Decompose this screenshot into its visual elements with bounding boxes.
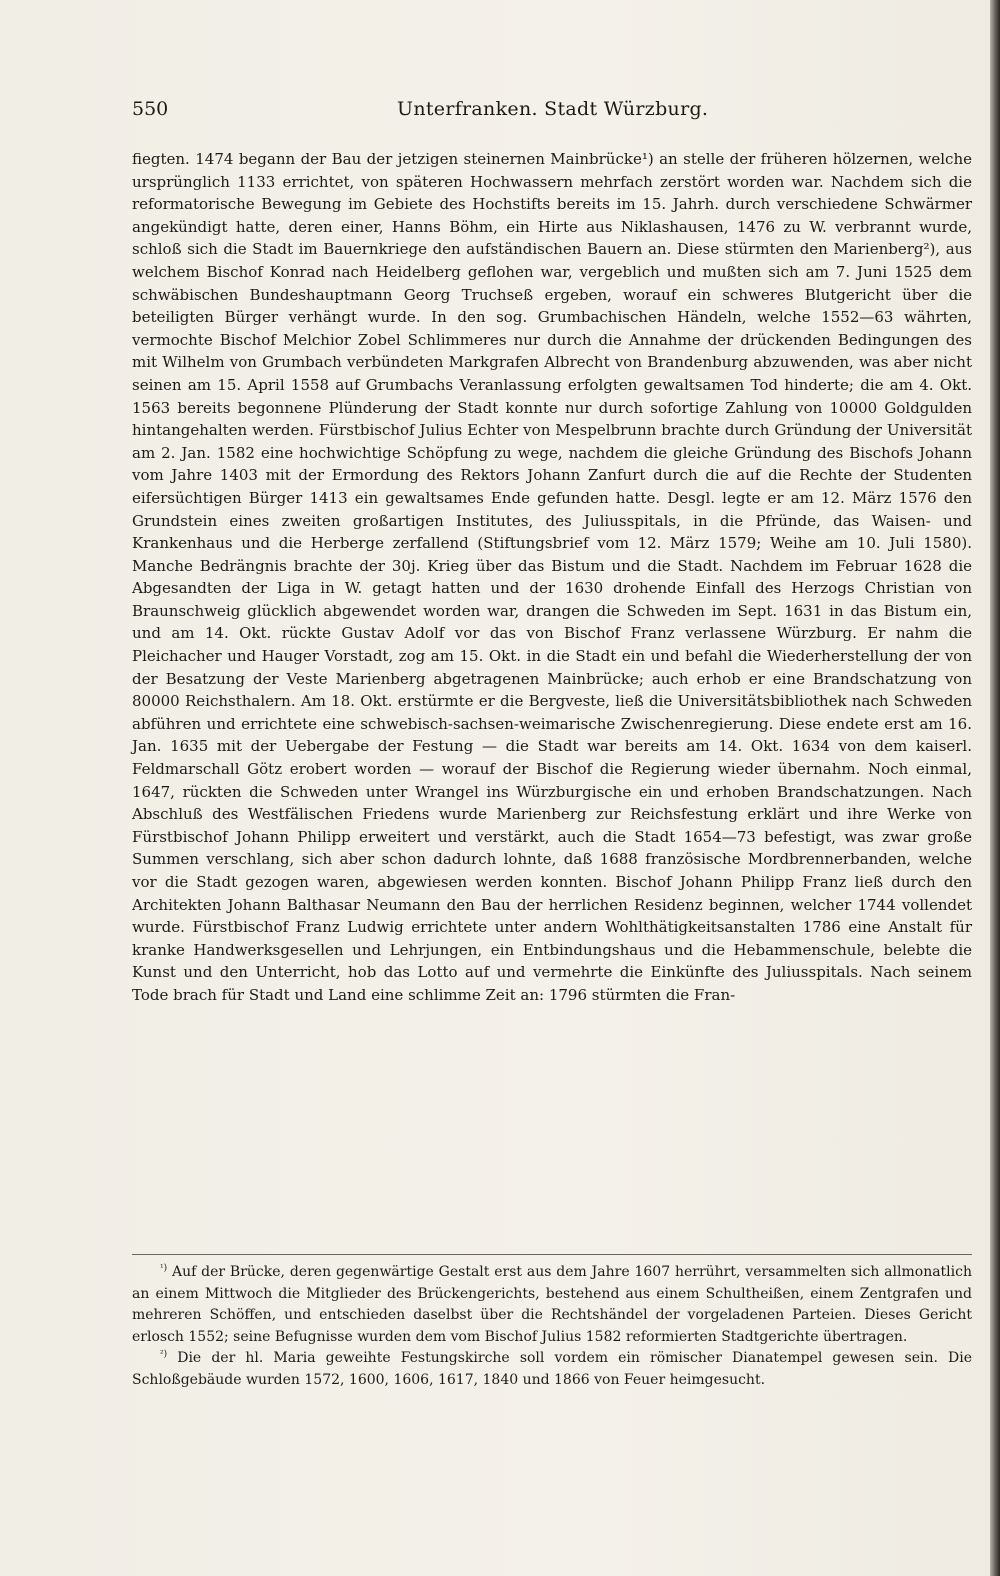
footnote-2-marker: ²) xyxy=(160,1349,168,1360)
footnote-divider xyxy=(132,1254,972,1255)
main-text xyxy=(132,148,972,1007)
footnotes xyxy=(132,1262,972,1392)
page-number: 550 xyxy=(132,98,169,120)
running-title: Unterfranken. Stadt Würzburg. xyxy=(397,98,709,120)
footnote-1-text: Auf der Brücke, deren gegenwärtige Gestalt erst aus dem Jahre 1607 herrührt, versammelten sich allmonatlich an einem Mittwoch die Mitglieder des Brückengerichts, bestehend aus einem Schultheißen, einem Zentgrafen und mehreren Schöffen, und entschieden daselbst über die Rechtshändel der vorgeladenen Parteien. Dieses Gericht erlosch 1552; seine Befugnisse wurden dem vom Bischof Julius 1582 reformierten Stadtgerichte übertragen. xyxy=(132,1264,972,1345)
page-edge-shadow xyxy=(990,0,1000,1576)
footnote-2 xyxy=(132,1348,972,1391)
footnote-1-marker: ¹) xyxy=(160,1263,168,1274)
page-header xyxy=(132,98,972,126)
footnote-1 xyxy=(132,1262,972,1348)
footnote-2-text: Die der hl. Maria geweihte Festungskirche soll vordem ein römischer Dianatempel gewesen sein. Die Schloßgebäude wurden 1572, 1600, 1606, 1617, 1840 und 1866 von Feuer heimgesucht. xyxy=(132,1350,973,1388)
main-paragraph: fiegten. 1474 begann der Bau der jetzigen steinernen Mainbrücke¹) an stelle der früheren hölzernen, welche ursprünglich 1133 errichtet, von späteren Hochwassern mehrfach zerstört worden war. Nachdem sich die reformatorische Bewegung im Gebiete des Hochstifts bereits im 15. Jahrh. durch verschiedene Schwärmer angekündigt hatte, deren einer, Hanns Böhm, ein Hirte aus Niklashausen, 1476 zu W. verbrannt wurde, schloß sich die Stadt im Bauernkriege den aufständischen Bauern an. Diese stürmten den Marienberg²), aus welchem Bischof Konrad nach Heidelberg geflohen war, vergeblich und mußten sich am 7. Juni 1525 dem schwäbischen Bundeshauptmann Georg Truchseß ergeben, worauf ein schweres Blutgericht über die beteiligten Bürger verhängt wurde. In den sog. Grumbachischen Händeln, welche 1552—63 währten, vermochte Bischof Melchior Zobel Schlimmeres nur durch die Annahme der drückenden Bedingungen des mit Wilhelm von Grumbach verbündeten Markgrafen Albrecht von Brandenburg abzuwenden, was aber nicht seinen am 15. April 1558 auf Grumbachs Veranlassung erfolgten gewaltsamen Tod hinderte; die am 4. Okt. 1563 bereits begonnene Plünderung der Stadt konnte nur durch sofortige Zahlung von 10000 Goldgulden hintangehalten werden. Fürstbischof Julius Echter von Mespelbrunn brachte durch Gründung der Universität am 2. Jan. 1582 eine hochwichtige Schöpfung zu wege, nachdem die gleiche Gründung des Bischofs Johann vom Jahre 1403 mit der Ermordung des Rektors Johann Zanfurt durch die auf die Rechte der Studenten eifersüchtigen Bürger 1413 ein gewaltsames Ende gefunden hatte. Desgl. legte er am 12. März 1576 den Grundstein eines zweiten großartigen Institutes, des Juliusspitals, in die Pfründe, das Waisen- und Krankenhaus und die Herberge zerfallend (Stiftungsbrief vom 12. März 1579; Weihe am 10. Juli 1580). Manche Bedrängnis brachte der 30j. Krieg über das Bistum und die Stadt. Nachdem im Februar 1628 die Abgesandten der Liga in W. getagt hatten und der 1630 drohende Einfall des Herzogs Christian von Braunschweig glücklich abgewendet worden war, drangen die Schweden im Sept. 1631 in das Bistum ein, und am 14. Okt. rückte Gustav Adolf vor das von Bischof Franz verlassene Würzburg. Er nahm die Pleichacher und Hauger Vorstadt, zog am 15. Okt. in die Stadt ein und befahl die Wiederherstellung der von der Besatzung der Veste Marienberg abgetragenen Mainbrücke; auch erhob er eine Brandschatzung von 80000 Reichsthalern. Am 18. Okt. erstürmte er die Bergveste, ließ die Universitätsbibliothek nach Schweden abführen und errichtete eine schwebisch-sachsen-weimarische Zwischenregierung. Diese endete erst am 16. Jan. 1635 mit der Uebergabe der Festung — die Stadt war bereits am 14. Okt. 1634 von dem kaiserl. Feldmarschall Götz erobert worden — worauf der Bischof die Regierung wieder übernahm. Noch einmal, 1647, rückten die Schweden unter Wrangel ins Würzburgische ein und erhoben Brandschatzungen. Nach Abschluß des Westfälischen Friedens wurde Marienberg zur Reichsfestung erklärt und ihre Werke von Fürstbischof Johann Philipp erweitert und verstärkt, auch die Stadt 1654—73 befestigt, was zwar große Summen verschlang, sich aber schon dadurch lohnte, daß 1688 französische Mordbrennerbanden, welche vor die Stadt gezogen waren, abgewiesen werden konnten. Bischof Johann Philipp Franz ließ durch den Architekten Johann Balthasar Neumann den Bau der herrlichen Residenz beginnen, welcher 1744 vollendet wurde. Fürstbischof Franz Ludwig errichtete unter andern Wohlthätigkeitsanstalten 1786 eine Anstalt für kranke Handwerksgesellen und Lehrjungen, ein Entbindungshaus und die Hebammenschule, belebte die Kunst und den Unterricht, hob das Lotto auf und vermehrte die Einkünfte des Juliusspitals. Nach seinem Tode brach für Stadt und Land eine schlimme Zeit an: 1796 stürmten die Fran- xyxy=(132,150,972,1004)
